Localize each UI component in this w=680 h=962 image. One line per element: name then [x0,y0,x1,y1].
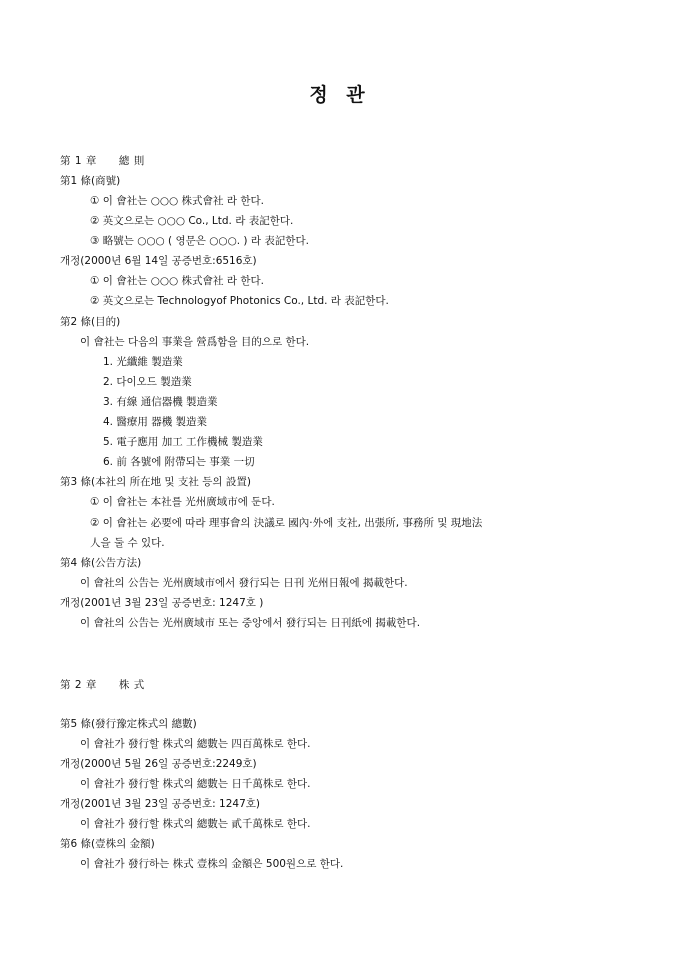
article-heading: 第4 條(公告方法) [60,557,142,569]
list-item: 1. 光纖維 製造業 [103,356,183,368]
body-line: 이 會社가 發行할 株式의 總數는 日千萬株로 한다. [80,778,311,790]
clause-line: ③ 略號는 ○○○ ( 영문은 ○○○. ) 라 表記한다. [90,235,309,247]
clause-line: 人을 둘 수 있다. [90,537,165,549]
body-line: 이 會社는 다음의 事業을 營爲함을 目的으로 한다. [80,336,310,348]
clause-line: ② 이 會社는 必要에 따라 理事會의 決議로 國內·外에 支社, 出張所, 事務所 및 現地法 [90,517,483,529]
body-line: 이 會社가 發行하는 株式 壹株의 金額은 500원으로 한다. [80,858,344,870]
body-line: 이 會社의 公告는 光州廣域市 또는 중앙에서 發行되는 日刊紙에 揭載한다. [80,617,421,629]
article-heading: 第1 條(商號) [60,175,121,187]
body-line: 이 會社가 發行할 株式의 總數는 四百萬株로 한다. [80,738,311,750]
list-item: 6. 前 各號에 附帶되는 事業 一切 [103,456,255,468]
list-item: 2. 다이오드 製造業 [103,376,192,388]
body-line: 이 會社의 公告는 光州廣域市에서 發行되는 日刊 光州日報에 揭載한다. [80,577,408,589]
amendment-note: 개정(2000년 6월 14일 공증번호:6516호) [60,255,257,267]
clause-line: ② 英文으로는 ○○○ Co., Ltd. 라 表記한다. [90,215,294,227]
amendment-note: 개정(2000년 5월 26일 공증번호:2249호) [60,758,257,770]
list-item: 5. 電子應用 加工 工作機械 製造業 [103,436,263,448]
clause-line: ① 이 會社는 ○○○ 株式會社 라 한다. [90,195,264,207]
article-heading: 第2 條(目的) [60,316,121,328]
article-heading: 第5 條(發行豫定株式의 總數) [60,718,197,730]
amendment-note: 개정(2001년 3월 23일 공증번호: 1247호 ) [60,597,264,609]
article-heading: 第6 條(壹株의 金額) [60,838,155,850]
document-title: 정 관 [309,84,371,106]
chapter-heading: 第 2 章 株 式 [60,679,145,691]
clause-line: ① 이 會社는 本社를 光州廣域市에 둔다. [90,496,275,508]
list-item: 3. 有線 通信器機 製造業 [103,396,218,408]
list-item: 4. 醫療用 器機 製造業 [103,416,208,428]
clause-line: ② 英文으로는 Technologyof Photonics Co., Ltd. 라 表記한다. [90,295,389,307]
article-heading: 第3 條(本社의 所在地 및 支社 등의 設置) [60,476,251,488]
body-line: 이 會社가 發行할 株式의 總數는 貳千萬株로 한다. [80,818,311,830]
clause-line: ① 이 會社는 ○○○ 株式會社 라 한다. [90,275,264,287]
chapter-heading: 第 1 章 總 則 [60,155,145,167]
amendment-note: 개정(2001년 3월 23일 공증번호: 1247호) [60,798,260,810]
